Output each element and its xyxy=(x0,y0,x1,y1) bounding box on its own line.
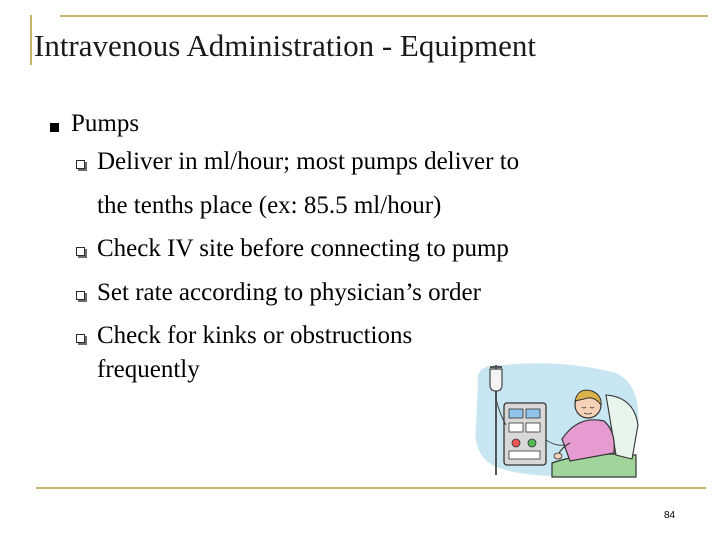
sub-bullet-text: Check IV site before connecting to pump xyxy=(97,235,509,262)
patient-with-iv-pump-illustration xyxy=(466,355,646,480)
top-rule xyxy=(60,15,708,17)
bottom-rule xyxy=(36,487,706,489)
main-bullet-text: Pumps xyxy=(71,110,140,137)
checkbox-bullet-icon xyxy=(76,247,85,256)
sub-bullet-text: Set rate according to physician’s order xyxy=(97,279,481,306)
sub-bullet-text: Deliver in ml/hour; most pumps deliver to xyxy=(97,148,520,175)
slide-title: Intravenous Administration - Equipment xyxy=(34,28,536,63)
checkbox-bullet-icon xyxy=(76,291,85,300)
page-number: 84 xyxy=(664,510,676,521)
left-rule xyxy=(30,15,32,65)
checkbox-bullet-icon xyxy=(76,334,85,343)
sub-bullet-text-continued: the tenths place (ex: 85.5 ml/hour) xyxy=(97,192,442,219)
square-bullet-icon xyxy=(50,123,59,132)
sub-bullet-text: Check for kinks or obstructions xyxy=(97,322,413,349)
sub-bullet-text-continued: frequently xyxy=(97,356,200,383)
checkbox-bullet-icon xyxy=(76,160,85,169)
